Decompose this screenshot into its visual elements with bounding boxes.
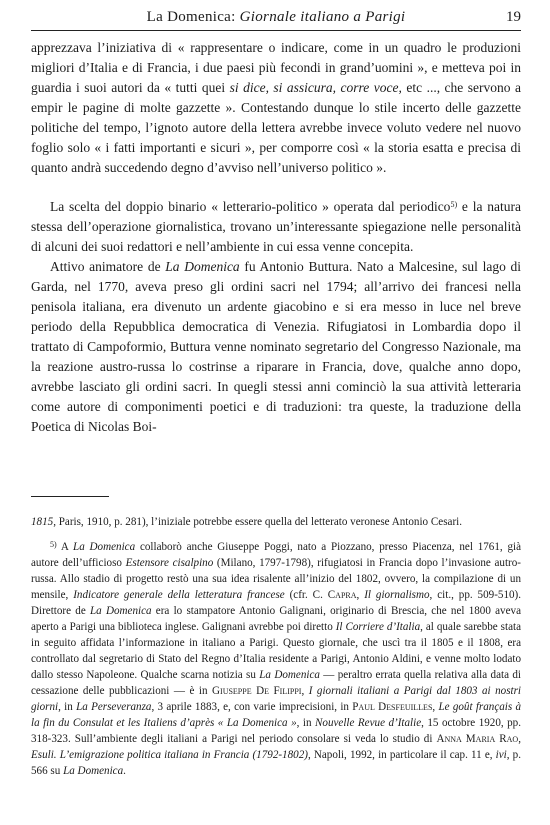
fn5-text: , in — [58, 701, 77, 713]
page-number: 19 — [506, 9, 521, 25]
footnote-continuation-italic: 1815 — [31, 516, 54, 528]
fn5-text: era lo stampatore Antonio Galignani, originario di Brescia, che nel 1800 aveva aperto a Parigi una biblioteca inglese. Galignani avrebbe poi diretto — [31, 605, 521, 633]
paragraph-2 — [31, 197, 521, 257]
fn5-text: , — [301, 685, 309, 697]
footnote-continuation — [31, 514, 521, 530]
fn5-italic: I giornali italiani a Parigi dal 1803 ai nostri giorni — [31, 685, 521, 713]
fn5-italic: La Domenica — [259, 669, 320, 681]
fn5-text: , — [518, 733, 521, 745]
paragraph-1-italic: si dice, si assicura, corre voce, — [229, 80, 402, 95]
paragraph-2-text-a: La scelta del doppio binario « letterario-politico » operata dal periodico — [50, 199, 451, 214]
fn5-text: — peraltro errata quella relativa alla data di cessazione delle pubblicazioni — è in — [31, 669, 521, 697]
fn5-italic: Esuli. L’emigrazione politica italiana in Francia (1792-1802) — [31, 749, 308, 761]
paragraph-2-text-b: e la natura stessa dell’operazione giornalistica, trovano un’interessante spiegazione nelle personalità di alcuni dei suoi redattori e nell’ambiente in cui essa venne concepita. — [31, 199, 521, 254]
fn5-italic: Estensore cisalpino — [125, 557, 214, 569]
fn5-text: (Milano, 1797-1798), rifugiatosi in Francia dopo l’invasione autro-russa. Allo stadio di progetto restò una sua idea risalente all’inizio del 1802, ovvero, la compilazione di un mensile, — [31, 557, 521, 601]
fn5-author: Capra — [327, 589, 357, 601]
footnote-ref-5: 5) — [450, 200, 458, 209]
fn5-text: , Napoli, 1992, in particolare il cap. 11 e, — [307, 749, 496, 761]
paragraph-1-text-c: etc ..., che servono a empir le pagine di molte gazzette ». Contestando dunque lo stile incerto delle gazzette politiche del tempo, l’ignoto autore della lettera avrebbe invece voluto vedere nel nuovo foglio solo « i fatti importanti e sicuri », per comporre così « la storia esatta e precisa di quanto andrà succedendo degno d’avviso nell’universo politico ». — [31, 80, 521, 175]
running-head-title-italic: Giornale italiano a Parigi — [239, 9, 406, 25]
fn5-italic: Le goût français à la fin du Consulat et les Italiens d’après « La Domenica » — [31, 701, 522, 729]
fn5-text: , — [432, 701, 439, 713]
paragraph-1 — [31, 38, 521, 178]
fn5-text: (cfr. C. — [284, 589, 328, 601]
footnote-separator — [31, 496, 109, 497]
footnote-5-marker: 5) — [50, 540, 57, 549]
fn5-italic: Nouvelle Revue d’Italie — [315, 717, 422, 729]
fn5-text: , in — [296, 717, 315, 729]
fn5-text: , p. 566 su — [31, 749, 521, 777]
footnote-continuation-text: , Paris, 1910, p. 281), l’iniziale potrebbe essere quella del letterato veronese Antonio Cesari. — [53, 516, 462, 528]
fn5-italic: La Domenica — [73, 541, 136, 553]
fn5-author: Giuseppe De Filippi — [212, 685, 302, 697]
running-head-title — [31, 9, 521, 26]
footnotes — [31, 514, 521, 779]
fn5-italic: Indicatore generale della letteratura francese — [73, 589, 285, 601]
fn5-italic: Il giornalismo — [364, 589, 430, 601]
fn5-text: A — [56, 541, 74, 553]
fn5-text: , — [356, 589, 365, 601]
fn5-author: Paul Desfeuilles — [352, 701, 433, 713]
paragraph-3-italic: La Domenica — [165, 259, 240, 274]
fn5-text: . — [123, 765, 126, 777]
fn5-italic: Il Corriere d’Italia — [335, 621, 421, 633]
paragraph-3 — [31, 257, 521, 437]
fn5-text: collaborò anche Giuseppe Poggi, nato a Piozzano, presso Piacenza, nel 1761, già autore dell’ufficioso — [31, 541, 521, 569]
main-text — [31, 38, 521, 437]
running-head-title-plain: La Domenica: — [146, 9, 240, 25]
footnote-5 — [31, 539, 521, 779]
paragraph-3-text-a: Attivo animatore de — [50, 259, 166, 274]
fn5-italic: La Domenica — [90, 605, 152, 617]
running-header — [31, 8, 521, 31]
fn5-italic: La Perseveranza — [76, 701, 152, 713]
paragraph-3-text-c: fu Antonio Buttura. Nato a Malcesine, sul lago di Garda, nel 1770, aveva preso gli ordini sacri nel 1794; all’arrivo dei francesi nella penisola italiana, era divenuto un ardente giacobino e si era messo in luce nel breve periodo della Repubblica democratica di Venezia. Rifugiatosi in Lombardia dopo il trattato di Campoformio, Buttura venne nominato segretario del Congresso Nazionale, ma la reazione austro-russa lo costrinse a riparare in Francia, dove, qualche anno dopo, avrebbe lasciato gli ordini sacri. In quegli stessi anni cominciò la sua attività letteraria come autore di componimenti poetici e di traduzioni: tra queste, la traduzione della Poetica di Nicolas Boi- — [31, 259, 522, 434]
fn5-text: , 3 aprile 1883, e, con varie imprecisioni, in — [151, 701, 353, 713]
fn5-italic: ivi — [495, 749, 507, 761]
paragraph-1-text-a: apprezzava l’iniziativa di « rappresentare o indicare, come in un quadro le produzioni migliori d’Italia e di Francia, i due paesi più fecondi in grand’uomini », e metteva poi in guardia i suoi autori da « tutti quei — [31, 40, 521, 95]
fn5-text: , 15 octobre 1920, pp. 318-323. Sull’ambiente degli italiani a Parigi nel periodo consolare si veda lo studio di — [31, 717, 522, 745]
fn5-text: , al quale sarebbe stata in seguito affidata l’informazione in italiano a Parigi. Questo giornale, che uscì tra il 1805 e il 1808, era controllato dal segretario di Stato del Regno d’Italia residente a Parigi, Antonio Aldini, e venne molto lodato dallo stesso Napoleone. Qualche scarna notizia su — [31, 621, 522, 681]
fn5-text: , cit., pp. 509-510). Direttore de — [31, 589, 522, 617]
fn5-italic: La Domenica — [63, 765, 124, 777]
fn5-author: Anna Maria Rao — [436, 733, 519, 745]
